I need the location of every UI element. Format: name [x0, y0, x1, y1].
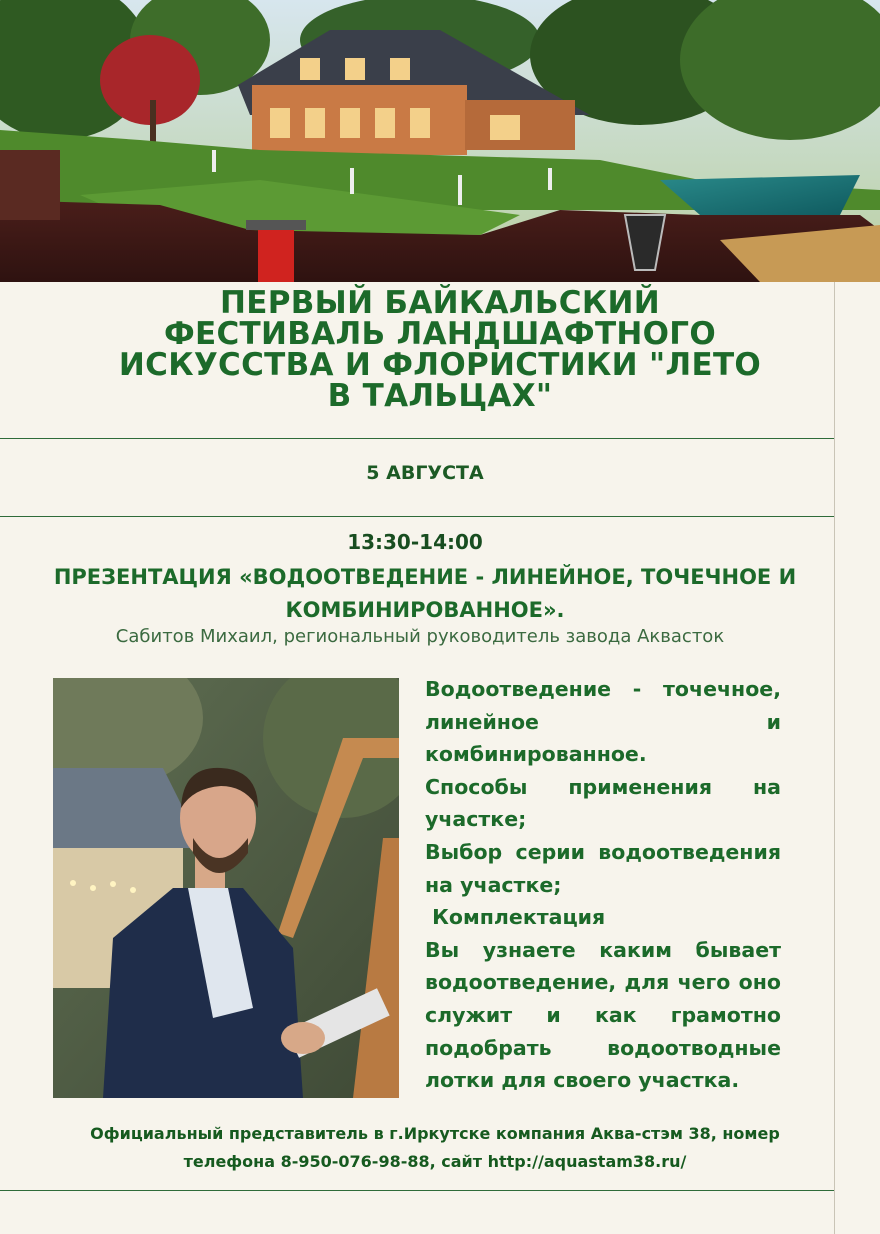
divider [0, 1190, 834, 1191]
page-border [834, 282, 835, 1234]
event-date: 5 АВГУСТА [366, 462, 484, 484]
description-paragraph: Водоотведение - точечное, линейное и комбинированное. [425, 677, 781, 767]
divider [0, 516, 834, 517]
presentation-line: ПРЕЗЕНТАЦИЯ «ВОДООТВЕДЕНИЕ - ЛИНЕЙНОЕ, ТОЧЕЧНОЕ И [53, 565, 797, 589]
title-line: ФЕСТИВАЛЬ ЛАНДШАФТНОГО [163, 316, 717, 352]
divider [0, 438, 834, 439]
title-line: В ТАЛЬЦАХ" [327, 378, 553, 414]
presentation-line: КОМБИНИРОВАННОЕ». [285, 598, 565, 622]
description-paragraph: Выбор серии водоотведения на участке; [425, 839, 781, 897]
description-paragraph: Вы узнаете каким бывает водоотведение, для чего оно служит и как грамотно подобрать водоотводные лотки для своего участка. [425, 937, 781, 1093]
session-description [425, 673, 781, 1097]
speaker-photo [53, 678, 399, 1098]
speaker-name: Сабитов Михаил, региональный руководитель завода Аквасток [115, 626, 725, 647]
session-time: 13:30-14:00 [347, 530, 483, 554]
footer-line: Официальный представитель в г.Иркутске компания Аква-стэм 38, номер [90, 1124, 780, 1143]
title-line: ИСКУССТВА И ФЛОРИСТИКИ "ЛЕТО [118, 347, 762, 383]
presentation-title [40, 561, 810, 627]
footer-line: телефона 8-950-076-98-88, сайт http://aquastam38.ru/ [183, 1152, 687, 1171]
description-paragraph: Комплектация [425, 905, 606, 930]
title-line: ПЕРВЫЙ БАЙКАЛЬСКИЙ [220, 285, 660, 321]
hero-image [0, 0, 880, 282]
contact-info [40, 1120, 830, 1176]
description-paragraph: Способы применения на участке; [425, 774, 781, 832]
festival-title [60, 285, 820, 414]
